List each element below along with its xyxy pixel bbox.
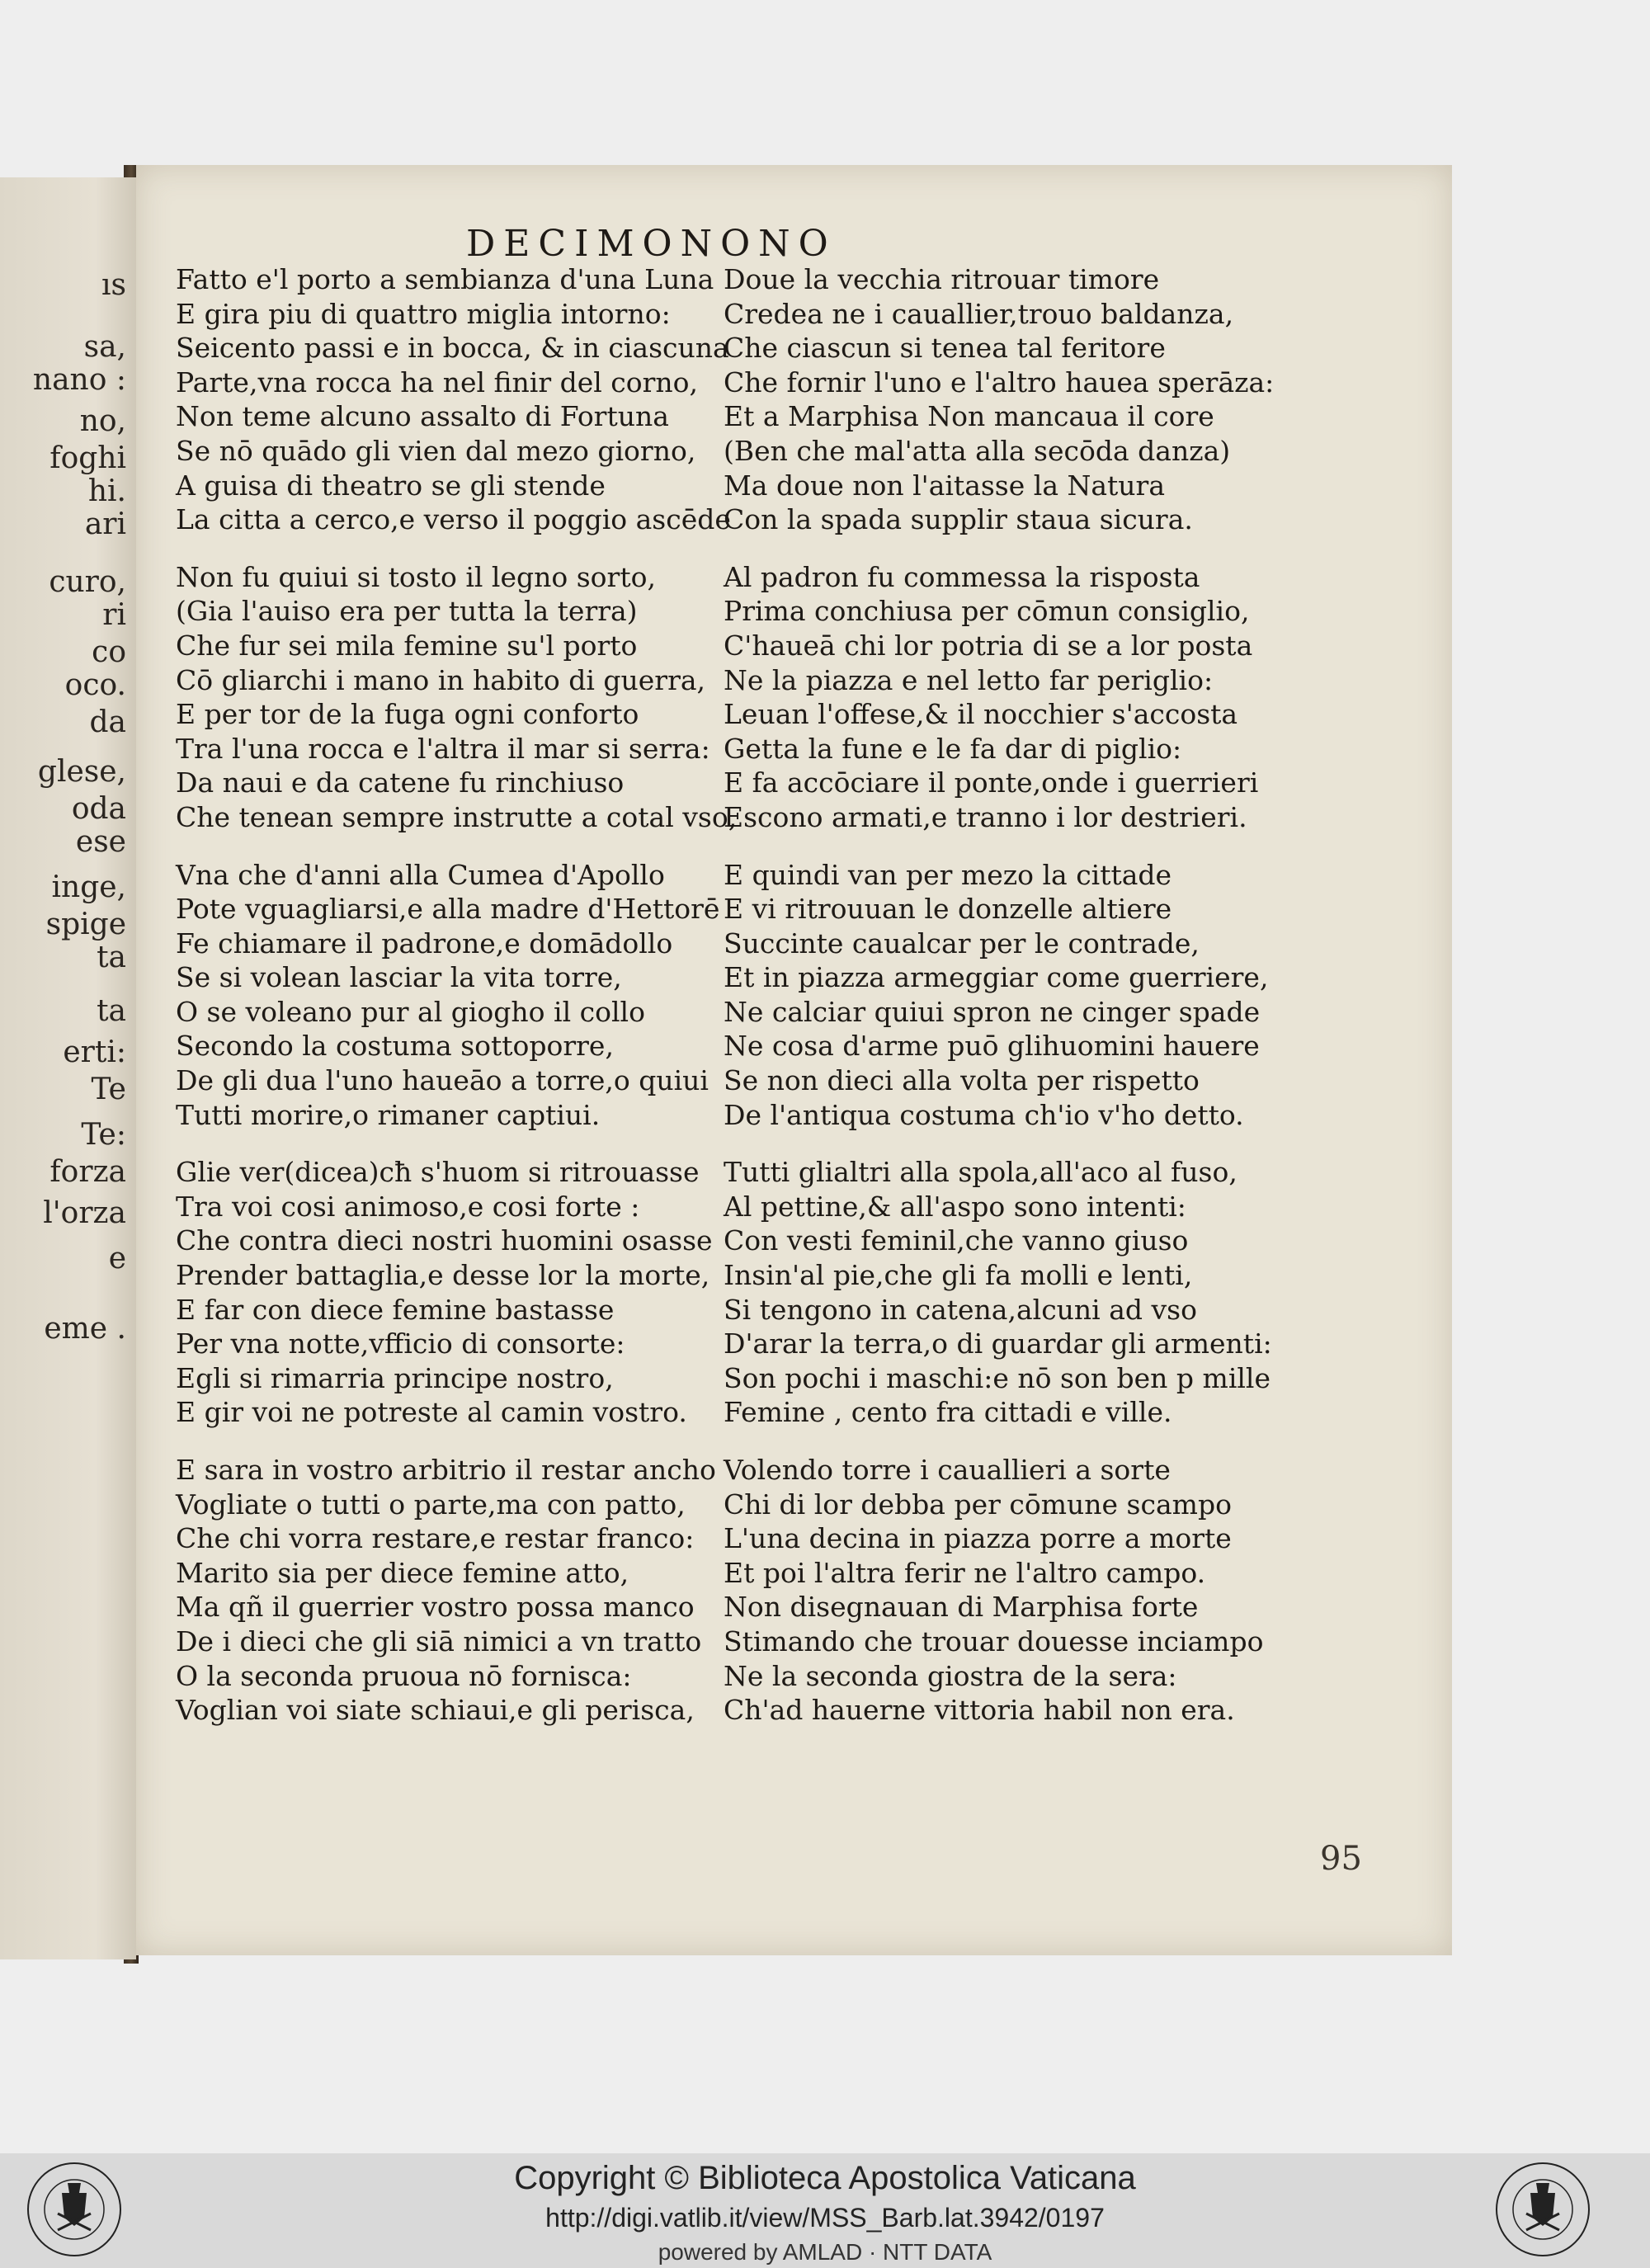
verse-line: Ma qñ il guerrier vostro possa manco bbox=[176, 1591, 695, 1624]
page-header: DECIMONONO bbox=[466, 223, 837, 265]
stanza bbox=[724, 1155, 1326, 1430]
verse-line: Tra voi cosi animoso,e cosi forte : bbox=[176, 1190, 640, 1223]
stanza bbox=[176, 560, 778, 835]
facing-page-text-fragment: spige bbox=[45, 908, 126, 941]
verse-line: Parte,vna rocca ha nel finir del corno, bbox=[176, 365, 699, 398]
powered-by-text: powered by AMLAD · NTT DATA bbox=[658, 2239, 992, 2265]
verse-line: E per tor de la fuga ogni conforto bbox=[176, 698, 639, 731]
verse-line: Credea ne i cauallier,trouo baldanza, bbox=[724, 297, 1234, 330]
stanza bbox=[176, 1155, 778, 1430]
verse-line: Fatto e'l porto a sembianza d'una Luna bbox=[176, 263, 714, 295]
verse-line: Ch'ad hauerne vittoria habil non era. bbox=[724, 1694, 1235, 1727]
source-url[interactable]: http://digi.vatlib.it/view/MSS_Barb.lat.3942/0197 bbox=[545, 2203, 1105, 2233]
facing-page-text-fragment: ta bbox=[97, 941, 126, 974]
verse-line: Se si volean lasciar la vita torre, bbox=[176, 961, 622, 994]
verse-line: E quindi van per mezo la cittade bbox=[724, 858, 1172, 891]
facing-page-text-fragment: oda bbox=[71, 792, 126, 826]
verse-line: O la seconda pruoua nō fornisca: bbox=[176, 1659, 632, 1692]
verse-line: Getta la fune e le fa dar di piglio: bbox=[724, 732, 1182, 765]
stanza bbox=[176, 858, 778, 1133]
facing-page-text-fragment: foghi bbox=[50, 441, 126, 475]
verse-line: Son pochi i maschi:e nō son ben p mille bbox=[724, 1361, 1271, 1394]
facing-page-text-fragment: da bbox=[89, 705, 126, 739]
verse-line: Chi di lor debba per cōmune scampo bbox=[724, 1488, 1232, 1521]
verse-line: Fe chiamare il padrone,e domādollo bbox=[176, 927, 673, 960]
copyright-text: Copyright © Biblioteca Apostolica Vaticana bbox=[514, 2160, 1136, 2196]
verse-line: Glie ver(dicea)cħ s'huom si ritrouasse bbox=[176, 1156, 700, 1189]
verse-line: Femine , cento fra cittadi e ville. bbox=[724, 1396, 1172, 1429]
verse-line: Prima conchiusa per cōmun consiglio, bbox=[724, 595, 1250, 628]
verse-line: La citta a cerco,e verso il poggio ascēde bbox=[176, 503, 731, 536]
verse-line: Seicento passi e in bocca, & in ciascuna bbox=[176, 332, 729, 365]
verse-line: E gira piu di quattro miglia intorno: bbox=[176, 297, 671, 330]
verse-line: Che fur sei mila femine su'l porto bbox=[176, 629, 638, 662]
verse-line: Che ciascun si tenea tal feritore bbox=[724, 332, 1166, 365]
verse-line: Se non dieci alla volta per rispetto bbox=[724, 1064, 1200, 1097]
facing-page-text-fragment: ta bbox=[97, 994, 126, 1028]
facing-page-text-fragment: ese bbox=[75, 825, 126, 859]
verse-line: Volendo torre i cauallieri a sorte bbox=[724, 1454, 1171, 1486]
facing-page-text-fragment: eme . bbox=[44, 1312, 126, 1346]
verse-line: Non fu quiui si tosto il legno sorto, bbox=[176, 560, 656, 593]
verse-line: Che fornir l'uno e l'altro hauea sperāza: bbox=[724, 365, 1275, 398]
verse-line: Marito sia per diece femine atto, bbox=[176, 1556, 629, 1589]
right-column bbox=[724, 262, 1326, 1751]
facing-page-text-fragment: glese, bbox=[37, 755, 126, 789]
verse-line: E gir voi ne potreste al camin vostro. bbox=[176, 1396, 687, 1429]
facing-page-text-fragment: curo, bbox=[49, 565, 126, 599]
verse-line: (Ben che mal'atta alla secōda danza) bbox=[724, 434, 1231, 467]
verse-line: E vi ritrouuan le donzelle altiere bbox=[724, 893, 1172, 926]
verse-line: Si tengono in catena,alcuni ad vso bbox=[724, 1293, 1197, 1326]
verse-line: Pote vguagliarsi,e alla madre d'Hettorē bbox=[176, 893, 720, 926]
verse-line: Ne la piazza e nel letto far periglio: bbox=[724, 663, 1214, 696]
verse-line: Tra l'una rocca e l'altra il mar si serra: bbox=[176, 732, 710, 765]
verse-line: Voglian voi siate schiaui,e gli perisca, bbox=[176, 1694, 695, 1727]
facing-page-text-fragment: erti: bbox=[63, 1035, 126, 1069]
verse-line: E fa accōciare il ponte,onde i guerrieri bbox=[724, 766, 1259, 799]
verse-line: Con vesti feminil,che vanno giuso bbox=[724, 1224, 1189, 1257]
verse-line: Per vna notte,vfficio di consorte: bbox=[176, 1327, 625, 1360]
verse-line: Escono armati,e tranno i lor destrieri. bbox=[724, 800, 1247, 833]
stanza bbox=[724, 858, 1326, 1133]
facing-page-text-fragment: l'orza bbox=[43, 1196, 126, 1230]
stanza bbox=[724, 262, 1326, 537]
facing-page-text-fragment: inge, bbox=[51, 870, 126, 904]
facing-page-text-fragment: no, bbox=[79, 404, 126, 438]
verse-line: E far con diece femine bastasse bbox=[176, 1293, 615, 1326]
page-number: 95 bbox=[1320, 1840, 1362, 1878]
verse-line: L'una decina in piazza porre a morte bbox=[724, 1522, 1232, 1555]
verse-line: (Gia l'auiso era per tutta la terra) bbox=[176, 595, 638, 628]
vatican-library-seal-icon bbox=[1493, 2160, 1592, 2259]
verse-line: De l'antiqua costuma ch'io v'ho detto. bbox=[724, 1098, 1244, 1131]
facing-page-text-fragment: Te bbox=[91, 1073, 126, 1106]
verse-line: O se voleano pur al giogho il collo bbox=[176, 995, 645, 1028]
left-column bbox=[176, 262, 778, 1751]
verse-line: Succinte caualcar per le contrade, bbox=[724, 927, 1200, 960]
verse-line: De gli dua l'uno haueāo a torre,o quiui bbox=[176, 1064, 709, 1097]
stanza bbox=[724, 560, 1326, 835]
verse-line: Non teme alcuno assalto di Fortuna bbox=[176, 400, 669, 433]
verse-line: Et a Marphisa Non mancaua il core bbox=[724, 400, 1214, 433]
stanza bbox=[724, 1453, 1326, 1728]
verse-line: E sara in vostro arbitrio il restar ancho bbox=[176, 1454, 716, 1486]
verse-line: Ne cosa d'arme puō glihuomini hauere bbox=[724, 1030, 1260, 1063]
facing-page-text-fragment: ari bbox=[84, 507, 126, 541]
verse-line: Et poi l'altra ferir ne l'altro campo. bbox=[724, 1556, 1206, 1589]
verse-line: Al padron fu commessa la risposta bbox=[724, 560, 1200, 593]
verse-line: Cō gliarchi i mano in habito di guerra, bbox=[176, 663, 706, 696]
facing-page-text-fragment: ıs bbox=[101, 268, 126, 302]
verse-line: Vogliate o tutti o parte,ma con patto, bbox=[176, 1488, 686, 1521]
verse-line: Doue la vecchia ritrouar timore bbox=[724, 263, 1160, 295]
facing-page-text-fragment: hi. bbox=[87, 474, 126, 508]
facing-page-text-fragment: Te: bbox=[81, 1118, 126, 1152]
facing-page-edge bbox=[0, 177, 136, 1959]
facing-page-text-fragment: e bbox=[108, 1242, 126, 1275]
verse-line: Insin'al pie,che gli fa molli e lenti, bbox=[724, 1259, 1193, 1292]
facing-page-text-fragment: nano : bbox=[32, 363, 126, 397]
verse-line: De i dieci che gli siā nimici a vn tratto bbox=[176, 1624, 702, 1657]
verse-line: Non disegnauan di Marphisa forte bbox=[724, 1591, 1199, 1624]
verse-line: Ne calciar quiui spron ne cinger spade bbox=[724, 995, 1261, 1028]
verse-line: Con la spada supplir staua sicura. bbox=[724, 503, 1193, 536]
stanza bbox=[176, 1453, 778, 1728]
verse-line: Tutti glialtri alla spola,all'aco al fuso, bbox=[724, 1156, 1238, 1189]
verse-line: Secondo la costuma sottoporre, bbox=[176, 1030, 614, 1063]
verse-line: Prender battaglia,e desse lor la morte, bbox=[176, 1259, 710, 1292]
verse-line: Leuan l'offese,& il nocchier s'accosta bbox=[724, 698, 1238, 731]
verse-line: Stimando che trouar douesse inciampo bbox=[724, 1624, 1264, 1657]
verse-line: Che chi vorra restare,e restar franco: bbox=[176, 1522, 695, 1555]
verse-line: Che tenean sempre instrutte a cotal vso, bbox=[176, 800, 738, 833]
verse-line: Ne la seconda giostra de la sera: bbox=[724, 1659, 1177, 1692]
verse-line: Se nō quādo gli vien dal mezo giorno, bbox=[176, 434, 696, 467]
verse-line: Che contra dieci nostri huomini osasse bbox=[176, 1224, 713, 1257]
verse-line: C'haueā chi lor potria di se a lor posta bbox=[724, 629, 1253, 662]
verse-line: A guisa di theatro se gli stende bbox=[176, 469, 606, 502]
facing-page-text-fragment: oco. bbox=[64, 668, 126, 702]
verse-line: Tutti morire,o rimaner captiui. bbox=[176, 1098, 601, 1131]
manuscript-page bbox=[136, 165, 1452, 1955]
facing-page-text-fragment: forza bbox=[50, 1155, 126, 1189]
footer-bar bbox=[0, 2153, 1650, 2268]
stanza bbox=[176, 262, 778, 537]
facing-page-text-fragment: sa, bbox=[83, 330, 126, 364]
verse-line: Egli si rimarria principe nostro, bbox=[176, 1361, 614, 1394]
verse-line: Al pettine,& all'aspo sono intenti: bbox=[724, 1190, 1186, 1223]
facing-page-text-fragment: co bbox=[92, 635, 126, 669]
verse-line: Da naui e da catene fu rinchiuso bbox=[176, 766, 625, 799]
verse-line: Vna che d'anni alla Cumea d'Apollo bbox=[176, 858, 665, 891]
verse-line: Et in piazza armeggiar come guerriere, bbox=[724, 961, 1269, 994]
verse-line: D'arar la terra,o di guardar gli armenti: bbox=[724, 1327, 1272, 1360]
verse-line: Ma doue non l'aitasse la Natura bbox=[724, 469, 1165, 502]
facing-page-text-fragment: ri bbox=[102, 598, 126, 632]
